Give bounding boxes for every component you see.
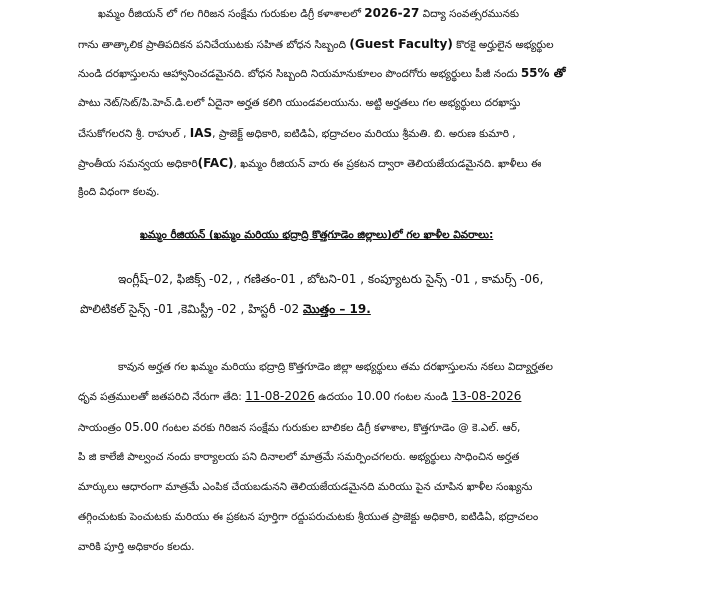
text: ఉదయం xyxy=(314,391,357,403)
para2-line6: తగ్గించుటకు పెంచుటకు మరియు ఈ ప్రకటన పూర్తిగా రద్దుపరుచుటకు శ్రీయుత ప్రాజెక్టు అధికారి, ఐటిడిఏ, భద్రాచలం xyxy=(78,511,539,523)
end-time: 05.00 xyxy=(124,420,159,434)
para2-line5: మార్కులు ఆధారంగా మాత్రమే ఎంపిక చేయబడునని తెలియజేయడమైనది మరియు పైన చూపిన ఖాళీల సంఖ్యను xyxy=(78,481,533,493)
text: పొలిటికల్ సైన్స్ -01 ,కెమిస్ట్రీ -02 , హిస్టరీ -02 xyxy=(80,302,303,316)
text: , ప్రాజెక్ట్ అధికారి, ఐటిడిఏ, భద్రాచలం మరియు శ్రీమతి. బి. అరుణ కుమారి , xyxy=(212,128,516,140)
para1-line7: క్రింది విధంగా కలవు. xyxy=(78,186,160,198)
para1-line1 xyxy=(98,6,519,21)
text: సాయంత్రం xyxy=(78,422,125,434)
text: కొరకై అర్హులైన అభ్యర్థుల xyxy=(452,39,554,51)
vacancy-line1: ఇంగ్లీష్–02, ఫిజిక్స్ -02, , గణితం-01 , బోటని-01 , కంప్యూటరు సైన్స్ -01 , కామర్స్ -06, xyxy=(118,272,544,286)
para1-line4: పాటు నెట్/సెట్/పి.హెచ్.డి.లలో ఏదైనా అర్హత కలిగి యుండవలయును. అట్టి అర్హతలు గల అభ్యర్థులు దరఖాస్తు xyxy=(78,97,521,109)
vacancy-line2 xyxy=(80,302,371,316)
text: చేసుకోగలరని శ్రీ. రాహుల్ , xyxy=(78,128,190,140)
start-date: 11-08-2026 xyxy=(245,389,315,403)
vacancy-heading: ఖమ్మం రీజియన్ (ఖమ్మం మరియు భద్రాద్రి కొత్తగూడెం జిల్లాలు)లో గల ఖాళీల వివరాలు: xyxy=(140,229,494,241)
academic-year: 2026-27 xyxy=(364,6,420,20)
end-date: 13-08-2026 xyxy=(451,389,522,403)
text: నుండి దరఖాస్తులను ఆహ్వానించడమైనది. బోధన సిబ్బంది నియమానుకూలం పొందగోరు అభ్యర్థులు పీజీ నందు xyxy=(78,68,521,80)
text: విద్యా సంవత్సరమునకు xyxy=(419,8,520,20)
para1-line3 xyxy=(78,66,565,81)
para2-line4: పి జి కాలేజీ పాల్వంచ నందు కార్యాలయ పని దినాలలో మాత్రమే సమర్పించగలరు. అభ్యర్థులు సాధించిన అర్హత xyxy=(78,451,520,463)
para1-line2 xyxy=(78,37,554,52)
para1-line5 xyxy=(78,126,516,141)
text: గంటల నుండి xyxy=(390,391,452,403)
para1-line6 xyxy=(78,156,541,171)
para2-line1: కావున అర్హత గల ఖమ్మం మరియు భద్రాద్రి కొత్తగూడెం జిల్లా అభ్యర్థులు తమ దరఖాస్తులను నకలు విద్యార్హతల xyxy=(118,361,553,373)
start-time: 10.00 xyxy=(356,389,391,403)
text: ధృవ పత్రములతో జతపరిచి నేరుగా తేది: xyxy=(78,391,246,403)
guest-faculty: (Guest Faculty) xyxy=(349,37,453,51)
vacancy-total: మొత్తం – 19. xyxy=(302,302,371,316)
para2-line2 xyxy=(78,389,521,404)
percentage: 55% తో xyxy=(520,66,566,80)
fac: (FAC) xyxy=(197,156,234,170)
para2-line7: వారికి పూర్తి అధికారం కలదు. xyxy=(78,541,195,553)
text: గంటల వరకు గిరిజన సంక్షేమ గురుకుల బాలికల డిగ్రీ కళాశాల, కొత్తగూడెం @ కె.ఎల్. ఆర్, xyxy=(158,422,521,434)
text: ఖమ్మం రీజియన్ లో గల గిరిజన సంక్షేమ గురుకుల డిగ్రీ కళాశాలలో xyxy=(98,8,365,20)
para2-line3 xyxy=(78,420,520,435)
text: గాను తాత్కాలిక ప్రాతిపదికన పనిచేయుటకు సహిత బోధన సిబ్బంది xyxy=(78,39,350,51)
ias: IAS xyxy=(189,126,213,140)
text: , ఖమ్మం రీజియన్ వారు ఈ ప్రకటన ద్వారా తెలియజేయడమైనది. ఖాళీలు ఈ xyxy=(233,158,542,170)
text: ప్రాంతీయ సమన్వయ అధికారి xyxy=(78,158,198,170)
